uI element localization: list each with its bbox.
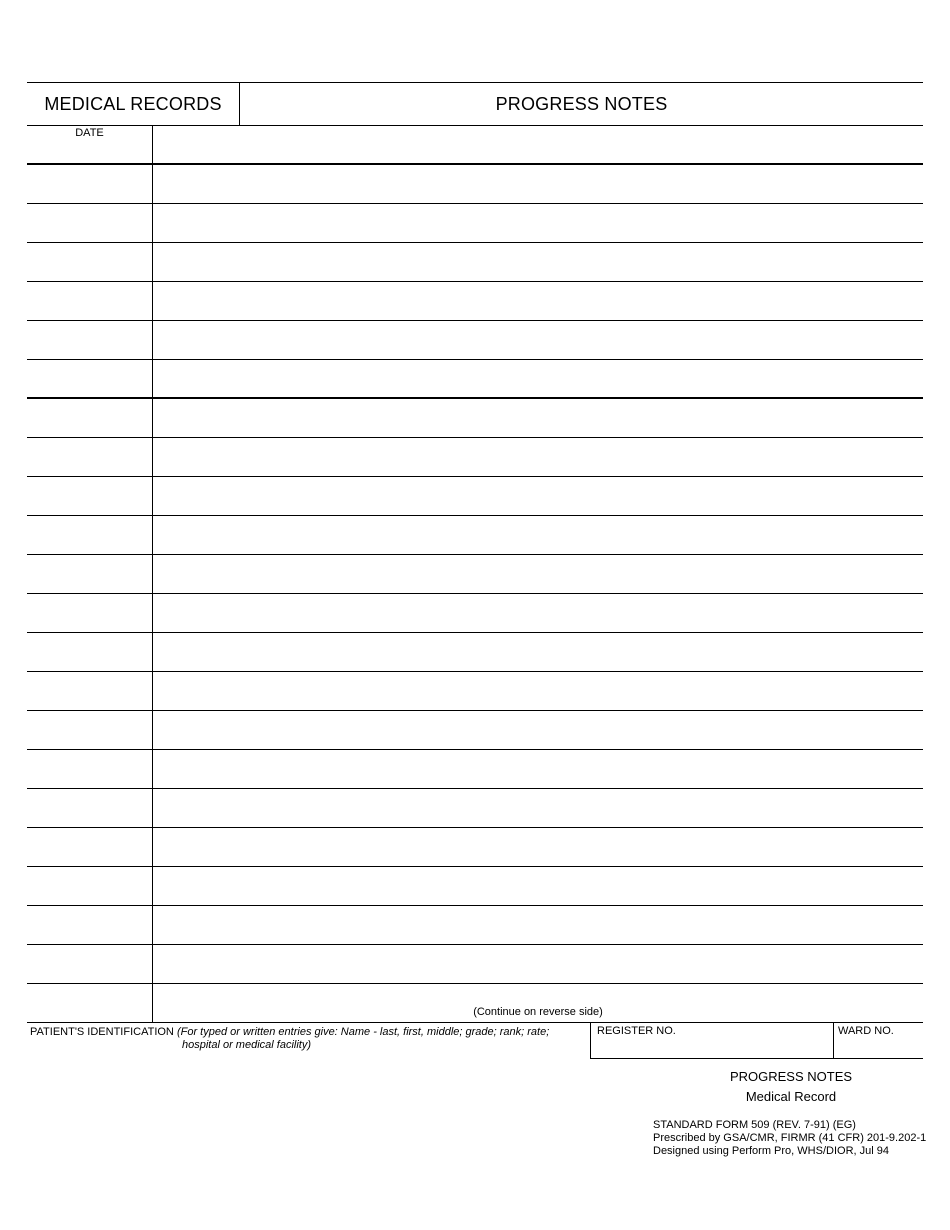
date-field[interactable] [27,633,153,671]
date-field[interactable] [27,711,153,749]
prescribed-by: Prescribed by GSA/CMR, FIRMR (41 CFR) 201-9.202-1 [653,1132,927,1144]
note-row [27,867,923,906]
note-field[interactable] [153,477,923,515]
notes-column-header[interactable] [153,126,923,163]
date-field[interactable] [27,516,153,554]
note-field[interactable] [153,828,923,866]
note-row [27,633,923,672]
date-field[interactable] [27,321,153,359]
note-field[interactable] [153,321,923,359]
note-row [27,243,923,282]
note-field[interactable] [153,906,923,944]
date-field[interactable] [27,243,153,281]
ward-number-label: WARD NO. [838,1025,894,1037]
note-row [27,555,923,594]
date-field[interactable] [27,984,153,1022]
medical-records-title: MEDICAL RECORDS [27,83,240,125]
note-row [27,321,923,360]
note-field[interactable] [153,633,923,671]
register-number-field[interactable] [590,1023,833,1059]
note-field[interactable] [153,750,923,788]
note-field[interactable] [153,711,923,749]
date-column-label: DATE [27,126,153,163]
date-field[interactable] [27,438,153,476]
progress-notes-form [27,82,923,1059]
note-field[interactable] [153,945,923,983]
note-row [27,282,923,321]
date-field[interactable] [27,477,153,515]
note-field[interactable] [153,555,923,593]
date-field[interactable] [27,945,153,983]
note-row [27,828,923,867]
note-field[interactable] [153,867,923,905]
date-field[interactable] [27,906,153,944]
date-field[interactable] [27,789,153,827]
note-row [27,204,923,243]
date-field[interactable] [27,360,153,397]
note-row [27,789,923,828]
ward-number-field[interactable] [833,1023,923,1059]
date-field[interactable] [27,867,153,905]
identification-instructions-2: hospital or medical facility) [182,1039,311,1051]
date-header-row [27,126,923,165]
notes-rows [27,165,923,1023]
note-row [27,438,923,477]
note-field[interactable] [153,243,923,281]
continue-note: (Continue on reverse side) [473,1006,603,1018]
note-row [27,165,923,204]
note-field[interactable] [153,789,923,827]
note-row [27,984,923,1023]
designed-by: Designed using Perform Pro, WHS/DIOR, Jul 94 [653,1145,889,1157]
form-metadata [653,1119,926,1158]
note-field[interactable] [153,282,923,320]
note-field[interactable] [153,438,923,476]
form-header [27,82,923,126]
note-row [27,477,923,516]
register-number-label: REGISTER NO. [597,1025,676,1037]
date-field[interactable] [27,555,153,593]
note-field[interactable] [153,165,923,203]
note-field[interactable] [153,360,923,397]
patient-identification-label: PATIENT'S IDENTIFICATION [30,1026,174,1038]
footer-title: PROGRESS NOTES [729,1069,853,1084]
date-field[interactable] [27,204,153,242]
form-number: STANDARD FORM 509 (REV. 7-91) (EG) [653,1119,856,1131]
note-row [27,711,923,750]
note-row [27,750,923,789]
note-row [27,516,923,555]
patient-identification-section [27,1023,923,1059]
date-field[interactable] [27,828,153,866]
note-field[interactable] [153,516,923,554]
patient-identification-field[interactable] [27,1023,590,1059]
note-row [27,360,923,399]
date-field[interactable] [27,750,153,788]
date-field[interactable] [27,165,153,203]
date-field[interactable] [27,672,153,710]
note-row [27,906,923,945]
footer-title-block [680,1067,902,1107]
footer-subtitle: Medical Record [745,1089,837,1104]
note-field[interactable] [153,594,923,632]
note-row [27,945,923,984]
note-field[interactable] [153,672,923,710]
progress-notes-title: PROGRESS NOTES [495,93,668,114]
date-field[interactable] [27,282,153,320]
note-row [27,672,923,711]
note-field[interactable] [153,204,923,242]
date-field[interactable] [27,399,153,437]
note-row [27,594,923,633]
date-field[interactable] [27,594,153,632]
note-field[interactable] [153,399,923,437]
note-field[interactable] [153,984,923,1022]
identification-instructions-1: (For typed or written entries give: Name - last, first, middle; grade; rank; rate; [176,1026,550,1038]
note-row [27,399,923,438]
